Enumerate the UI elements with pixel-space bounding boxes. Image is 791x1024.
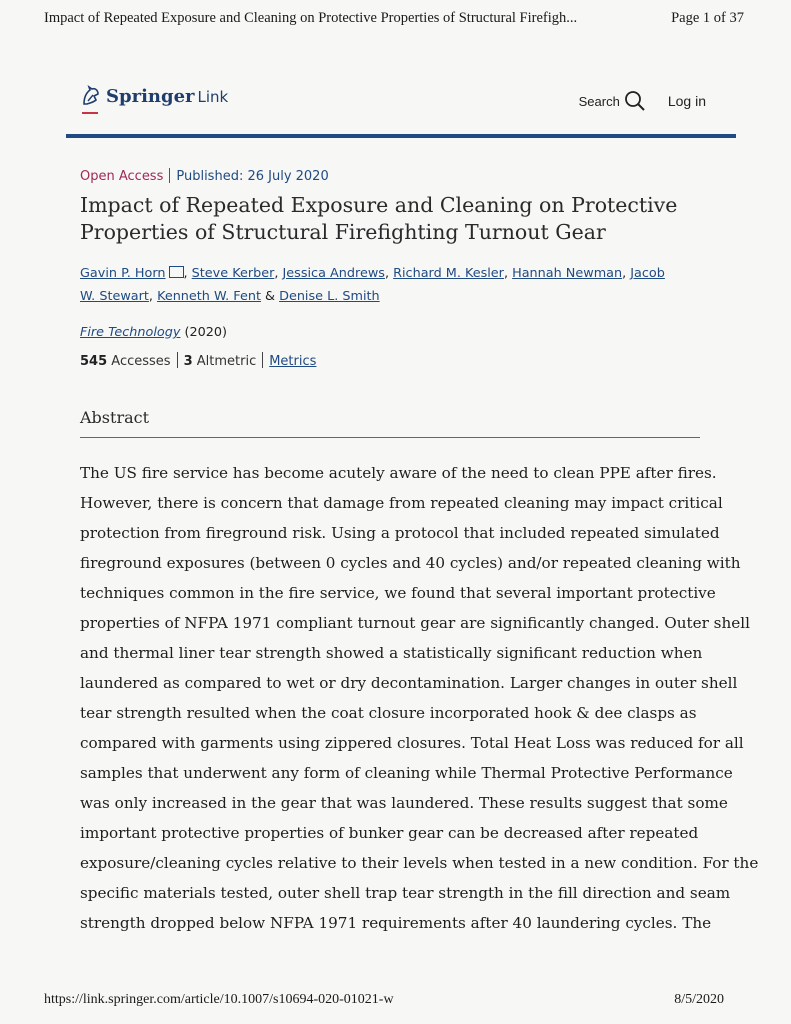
search-label[interactable]: Search [578, 93, 620, 109]
abstract-line: properties of NFPA 1971 compliant turnout gear are significantly changed. Outer shell [80, 614, 750, 632]
author-list: Gavin P. Horn , Steve Kerber, Jessica Andrews, Richard M. Kesler, Hannah Newman, Jacob W. Stewart, Kenneth W. Fent & Denise L. Smith [80, 266, 665, 304]
abstract-line: tear strength resulted when the coat closure incorporated hook & dee clasps as [80, 704, 697, 722]
abstract-line: However, there is concern that damage from repeated cleaning may impact critical [80, 494, 723, 512]
header-divider [66, 134, 736, 138]
abstract-body [80, 458, 759, 938]
journal-info [80, 325, 227, 340]
accesses-count: 545 [80, 354, 108, 369]
abstract-line: was only increased in the gear that was laundered. These results suggest that some [80, 794, 728, 812]
print-footer [44, 992, 724, 1008]
author-link[interactable]: Steve Kerber [191, 266, 275, 281]
search-icon[interactable] [624, 90, 646, 112]
brand-bold: Springer [106, 85, 195, 107]
abstract-line: samples that underwent any form of cleaning while Thermal Protective Performance [80, 764, 733, 782]
footer-url: https://link.springer.com/article/10.1007/s10694-020-01021-w [44, 992, 394, 1007]
print-header-page: Page 1 of 37 [671, 10, 744, 26]
login-link[interactable]: Log in [667, 93, 706, 109]
abstract-line: laundered as compared to wet or dry decontamination. Larger changes in outer shell [80, 674, 738, 692]
altmetric-count: 3 [183, 354, 193, 369]
abstract-line: protection from fireground risk. Using a protocol that included repeated simulated [80, 524, 720, 542]
email-icon[interactable] [169, 266, 184, 278]
abstract-line: specific materials tested, outer shell trap tear strength in the fill direction and seam [80, 884, 731, 902]
published-date: Published: 26 July 2020 [176, 169, 329, 184]
altmetric-label: Altmetric [196, 354, 257, 369]
abstract-line: compared with garments using zippered closures. Total Heat Loss was reduced for all [80, 734, 744, 752]
metrics-link[interactable]: Metrics [269, 354, 317, 369]
abstract-divider [80, 437, 700, 438]
print-header [44, 10, 744, 27]
journal-link[interactable]: Fire Technology [80, 325, 181, 340]
abstract-line: The US fire service has become acutely aware of the need to clean PPE after fires. [80, 464, 717, 482]
springer-link-logo[interactable] [80, 84, 228, 108]
abstract-line: strength dropped below NFPA 1971 requirements after 40 laundering cycles. The [80, 914, 712, 932]
journal-year: (2020) [184, 325, 228, 340]
divider [177, 352, 178, 368]
author-link[interactable]: Jessica Andrews [282, 266, 385, 281]
author-link[interactable]: Richard M. Kesler [393, 266, 504, 281]
divider [169, 168, 170, 183]
print-header-title: Impact of Repeated Exposure and Cleaning on Protective Properties of Structural Firefigh... [44, 10, 578, 26]
article-title: Impact of Repeated Exposure and Cleaning on Protective Properties of Structural Firefighting Turnout Gear [80, 193, 678, 244]
article-metrics [80, 352, 316, 369]
divider [262, 352, 263, 368]
brand-light: Link [197, 87, 229, 106]
abstract-line: exposure/cleaning cycles relative to their levels when tested in a new condition. For the [80, 854, 759, 872]
brand-name [106, 86, 228, 107]
accesses-label: Accesses [111, 354, 171, 369]
abstract-line: techniques common in the fire service, we found that several important protective [80, 584, 716, 602]
abstract-line: important protective properties of bunker gear can be decreased after repeated [80, 824, 699, 842]
abstract-heading: Abstract [80, 408, 150, 427]
author-link[interactable]: Hannah Newman [512, 266, 623, 281]
author-link[interactable]: Kenneth W. Fent [157, 289, 261, 304]
site-header [66, 84, 740, 138]
logo-underline [82, 112, 98, 114]
abstract-line: and thermal liner tear strength showed a statistically significant reduction when [80, 644, 703, 662]
abstract-line: fireground exposures (between 0 cycles and 40 cycles) and/or repeated cleaning with [80, 554, 741, 572]
header-nav [579, 90, 706, 112]
article-meta [80, 168, 329, 184]
author-link[interactable]: Denise L. Smith [279, 289, 380, 304]
open-access-badge: Open Access [80, 169, 164, 184]
author-link[interactable]: Gavin P. Horn [80, 266, 166, 281]
springer-horse-icon [80, 84, 102, 108]
footer-date: 8/5/2020 [674, 992, 724, 1007]
author-link[interactable]: Jacob W. Stewart [80, 266, 665, 304]
